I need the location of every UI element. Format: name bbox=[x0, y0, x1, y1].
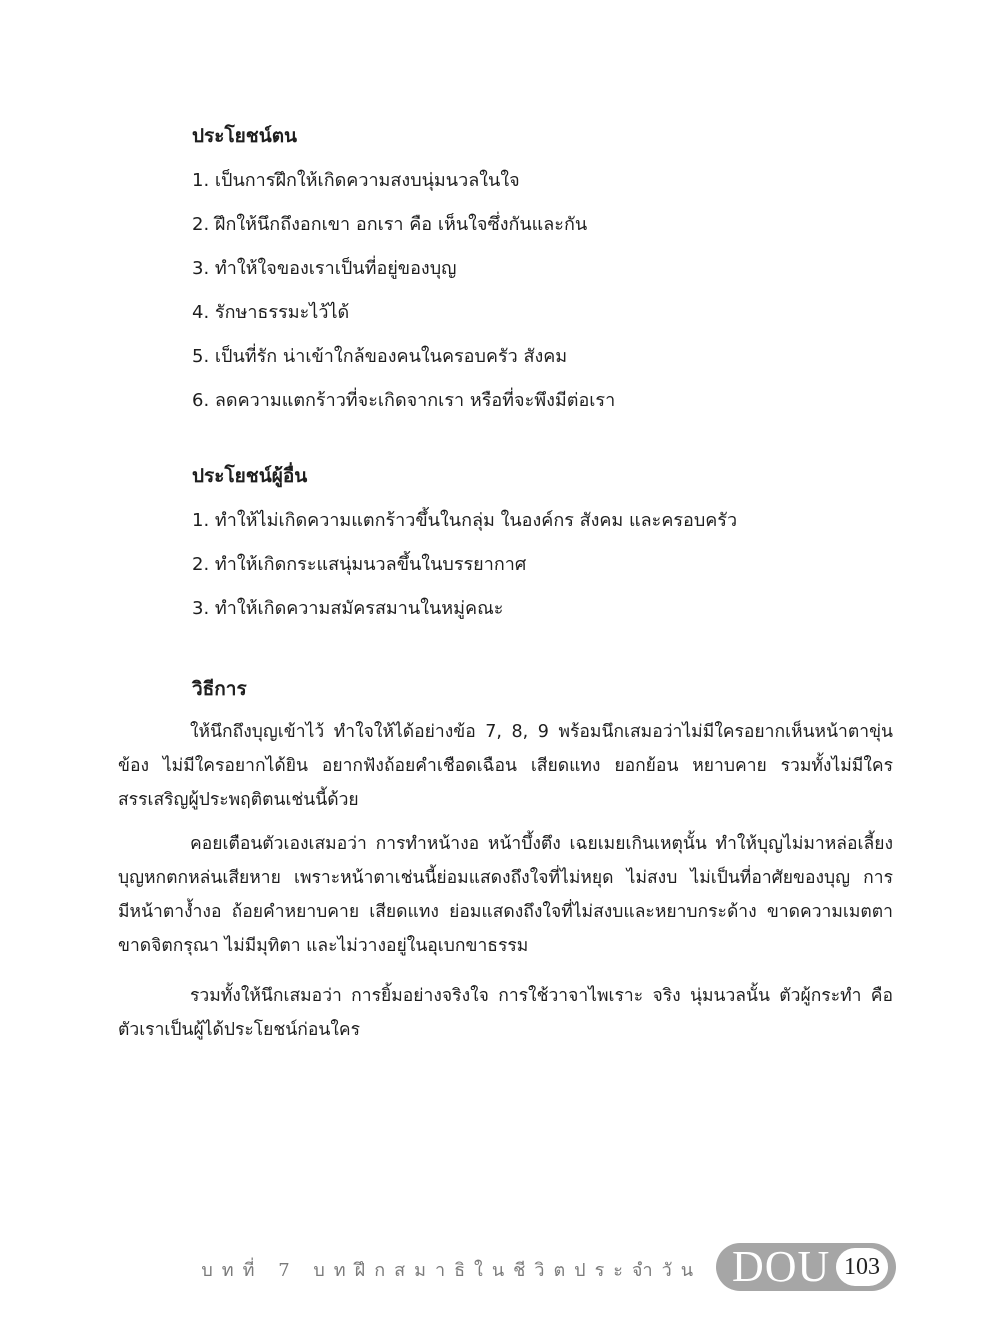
dou-logo-text: DOU bbox=[732, 1242, 831, 1291]
chapter-title: บทที่ 7 บทฝึกสมาธิในชีวิตประจำวัน bbox=[201, 1260, 702, 1281]
list-item: 1. ทำให้ไม่เกิดความแตกร้าวขึ้นในกลุ่ม ในองค์กร สังคม และครอบครัว bbox=[192, 510, 738, 531]
body-paragraph: รวมทั้งให้นึกเสมอว่า การยิ้มอย่างจริงใจ การใช้วาจาไพเราะ จริง นุ่มนวลนั้น ตัวผู้กระทำ คือ ตัวเราเป็นผู้ได้ประโยชน์ก่อนใคร bbox=[118, 986, 893, 1040]
list-item: 2. ฝึกให้นึกถึงอกเขา อกเรา คือ เห็นใจซึ่งกันและกัน bbox=[192, 214, 588, 235]
list-item: 1. เป็นการฝึกให้เกิดความสงบนุ่มนวลในใจ bbox=[192, 170, 520, 191]
section-heading-others-benefit: ประโยชน์ผู้อื่น bbox=[192, 465, 308, 487]
list-item: 5. เป็นที่รัก น่าเข้าใกล้ของคนในครอบครัว สังคม bbox=[192, 346, 568, 367]
list-item: 2. ทำให้เกิดกระแสนุ่มนวลขึ้นในบรรยากาศ bbox=[192, 554, 527, 575]
list-item: 3. ทำให้เกิดความสมัครสมานในหมู่คณะ bbox=[192, 598, 504, 619]
page-number: 103 bbox=[836, 1248, 888, 1286]
list-item: 3. ทำให้ใจของเราเป็นที่อยู่ของบุญ bbox=[192, 258, 457, 279]
section-heading-self-benefit: ประโยชน์ตน bbox=[192, 125, 298, 147]
page-footer bbox=[0, 1242, 1000, 1292]
body-paragraph: ให้นึกถึงบุญเข้าไว้ ทำใจให้ได้อย่างข้อ 7, 8, 9 พร้อมนึกเสมอว่าไม่มีใครอยากเห็นหน้าตาขุ่นข้อง ไม่มีใครอยากได้ยิน อยากฟังถ้อยคำเชือดเฉือน เสียดแทง ยอกย้อน หยาบคาย รวมทั้งไม่มีใครสรรเสริญผู้ประพฤติตนเช่นนี้ด้วย bbox=[118, 722, 893, 810]
section-heading-method: วิธีการ bbox=[192, 678, 247, 700]
list-item: 6. ลดความแตกร้าวที่จะเกิดจากเรา หรือที่จะพึงมีต่อเรา bbox=[192, 390, 616, 411]
body-paragraph: คอยเตือนตัวเองเสมอว่า การทำหน้างอ หน้าบึ้งตึง เฉยเมยเกินเหตุนั้น ทำให้บุญไม่มาหล่อเลี้ยง บุญหกตกหล่นเสียหาย เพราะหน้าตาเช่นนี้ย่อมแสดงถึงใจที่ไม่หยุด ไม่สงบ ไม่เป็นที่อาศัยของบุญ การมีหน้าตาง้ำงอ ถ้อยคำหยาบคาย เสียดแทง ย่อมแสดงถึงใจที่ไม่สงบและหยาบกระด้าง ขาดความเมตตา ขาดจิตกรุณา ไม่มีมุทิตา และไม่วางอยู่ในอุเบกขาธรรม bbox=[118, 834, 893, 956]
list-item: 4. รักษาธรรมะไว้ได้ bbox=[192, 302, 350, 323]
dou-badge bbox=[716, 1243, 896, 1291]
